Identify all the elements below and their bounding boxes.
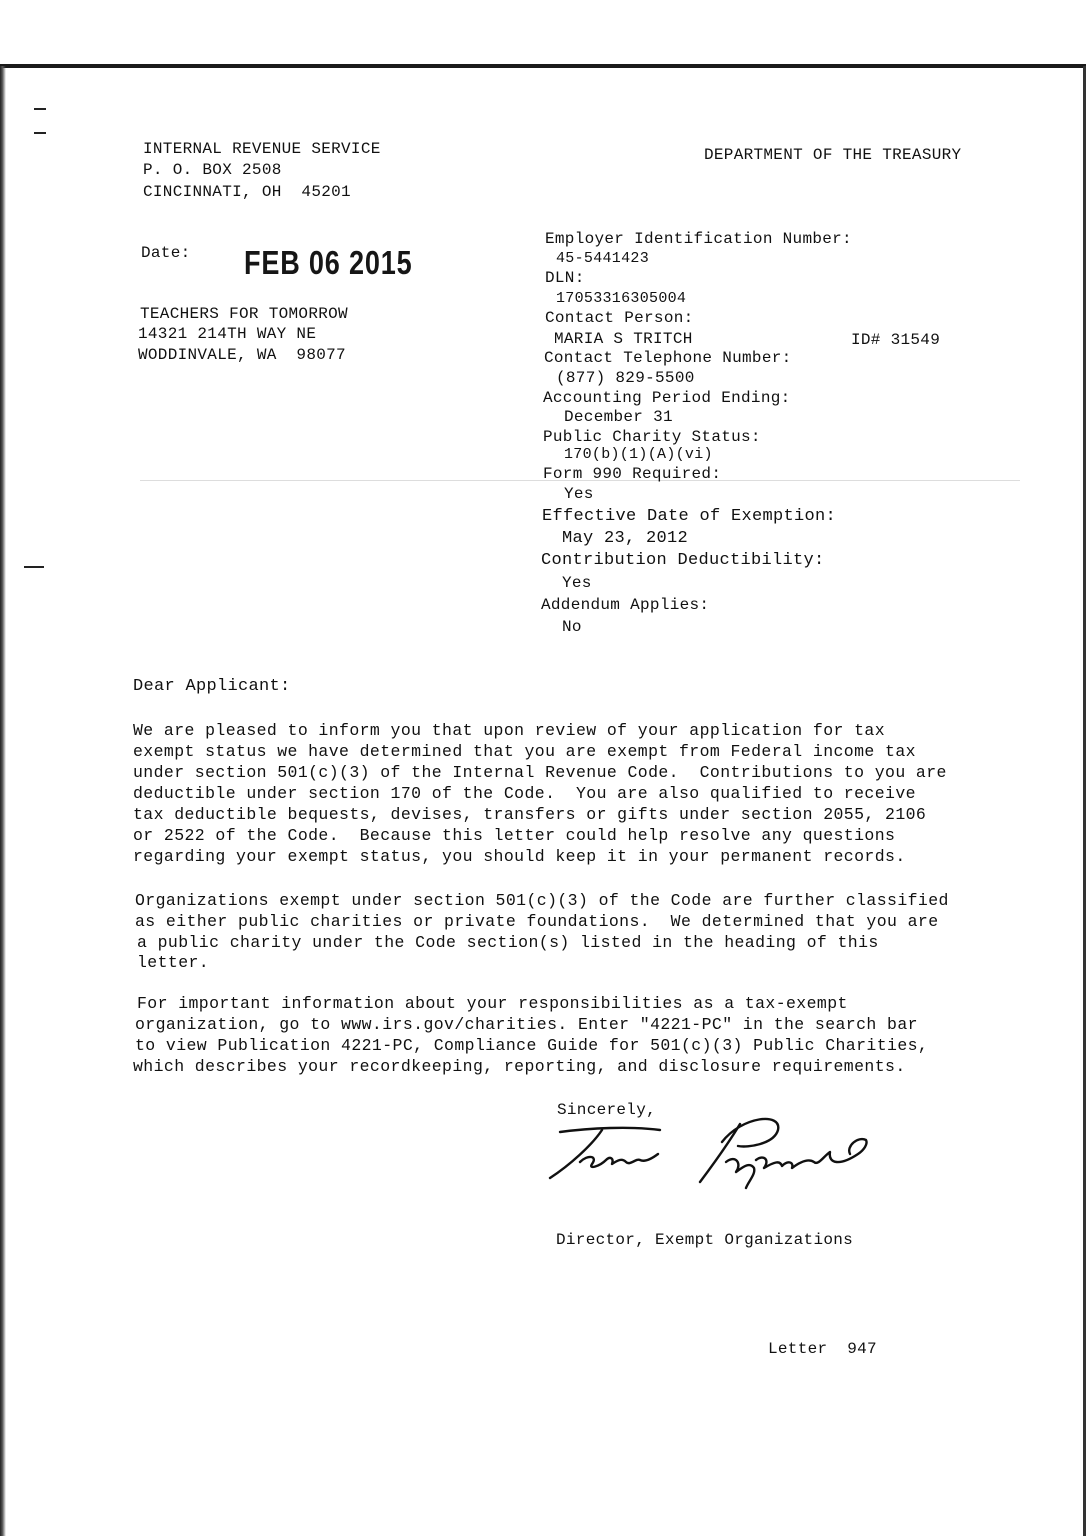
margin-mark xyxy=(34,132,46,134)
phone-label: Contact Telephone Number: xyxy=(544,349,792,367)
letter-number: Letter 947 xyxy=(768,1340,877,1358)
body-line: which describes your recordkeeping, reporting, and disclosure requirements. xyxy=(133,1057,906,1076)
contact-value: MARIA S TRITCH xyxy=(554,330,693,348)
dln-value: 17053316305004 xyxy=(556,290,687,307)
body-line: We are pleased to inform you that upon review of your application for tax xyxy=(133,721,886,740)
body-line: or 2522 of the Code. Because this letter could help resolve any questions xyxy=(133,826,896,845)
body-line: Organizations exempt under section 501(c)(3) of the Code are further classified xyxy=(135,891,949,910)
form990-label: Form 990 Required: xyxy=(543,465,722,483)
department-heading: DEPARTMENT OF THE TREASURY xyxy=(704,146,962,164)
status-label: Public Charity Status: xyxy=(543,428,761,446)
recipient-line: TEACHERS FOR TOMORROW xyxy=(140,305,348,323)
ein-value: 45-5441423 xyxy=(556,250,650,267)
ein-label: Employer Identification Number: xyxy=(545,230,852,248)
status-value: 170(b)(1)(A)(vi) xyxy=(564,446,713,463)
scan-edge-top xyxy=(0,64,1086,68)
signer-title: Director, Exempt Organizations xyxy=(556,1231,854,1249)
deductibility-value: Yes xyxy=(562,574,592,592)
recipient-line: WODDINVALE, WA 98077 xyxy=(138,346,346,364)
contact-id: ID# 31549 xyxy=(851,331,941,349)
dln-label: DLN: xyxy=(545,269,585,287)
sender-line: P. O. BOX 2508 xyxy=(143,161,282,179)
form990-value: Yes xyxy=(564,485,594,503)
contact-label: Contact Person: xyxy=(545,309,694,327)
recipient-line: 14321 214TH WAY NE xyxy=(138,325,317,343)
effective-value: May 23, 2012 xyxy=(562,529,689,548)
body-line: a public charity under the Code section(s) listed in the heading of this xyxy=(137,933,879,952)
period-value: December 31 xyxy=(564,408,673,426)
body-line: to view Publication 4221-PC, Compliance Guide for 501(c)(3) Public Charities, xyxy=(135,1036,929,1055)
margin-mark xyxy=(34,108,46,110)
effective-label: Effective Date of Exemption: xyxy=(542,507,837,526)
body-line: organization, go to www.irs.gov/charities. Enter "4221-PC" in the search bar xyxy=(135,1015,918,1034)
signature xyxy=(540,1110,900,1190)
body-line: under section 501(c)(3) of the Internal Revenue Code. Contributions to you are xyxy=(133,763,947,782)
body-line: letter. xyxy=(137,953,210,972)
deductibility-label: Contribution Deductibility: xyxy=(541,551,825,570)
sender-line: CINCINNATI, OH 45201 xyxy=(143,183,351,201)
salutation: Dear Applicant: xyxy=(133,677,291,696)
sender-line: INTERNAL REVENUE SERVICE xyxy=(143,140,381,158)
period-label: Accounting Period Ending: xyxy=(543,389,791,407)
body-line: as either public charities or private foundations. We determined that you are xyxy=(135,912,939,931)
body-line: tax deductible bequests, devises, transfers or gifts under section 2055, 2106 xyxy=(133,805,927,824)
date-stamp: FEB 06 2015 xyxy=(244,244,413,281)
addendum-label: Addendum Applies: xyxy=(541,596,710,614)
addendum-value: No xyxy=(562,618,582,636)
body-line: For important information about your responsibilities as a tax-exempt xyxy=(137,994,848,1013)
body-line: deductible under section 170 of the Code. You are also qualified to receive xyxy=(133,784,916,803)
body-line: exempt status we have determined that you are exempt from Federal income tax xyxy=(133,742,916,761)
closing: Sincerely, xyxy=(557,1101,657,1119)
margin-mark xyxy=(24,566,44,568)
phone-value: (877) 829-5500 xyxy=(556,369,695,387)
date-label: Date: xyxy=(141,244,191,262)
scan-edge-left xyxy=(0,66,6,1536)
body-line: regarding your exempt status, you should keep it in your permanent records. xyxy=(133,847,906,866)
